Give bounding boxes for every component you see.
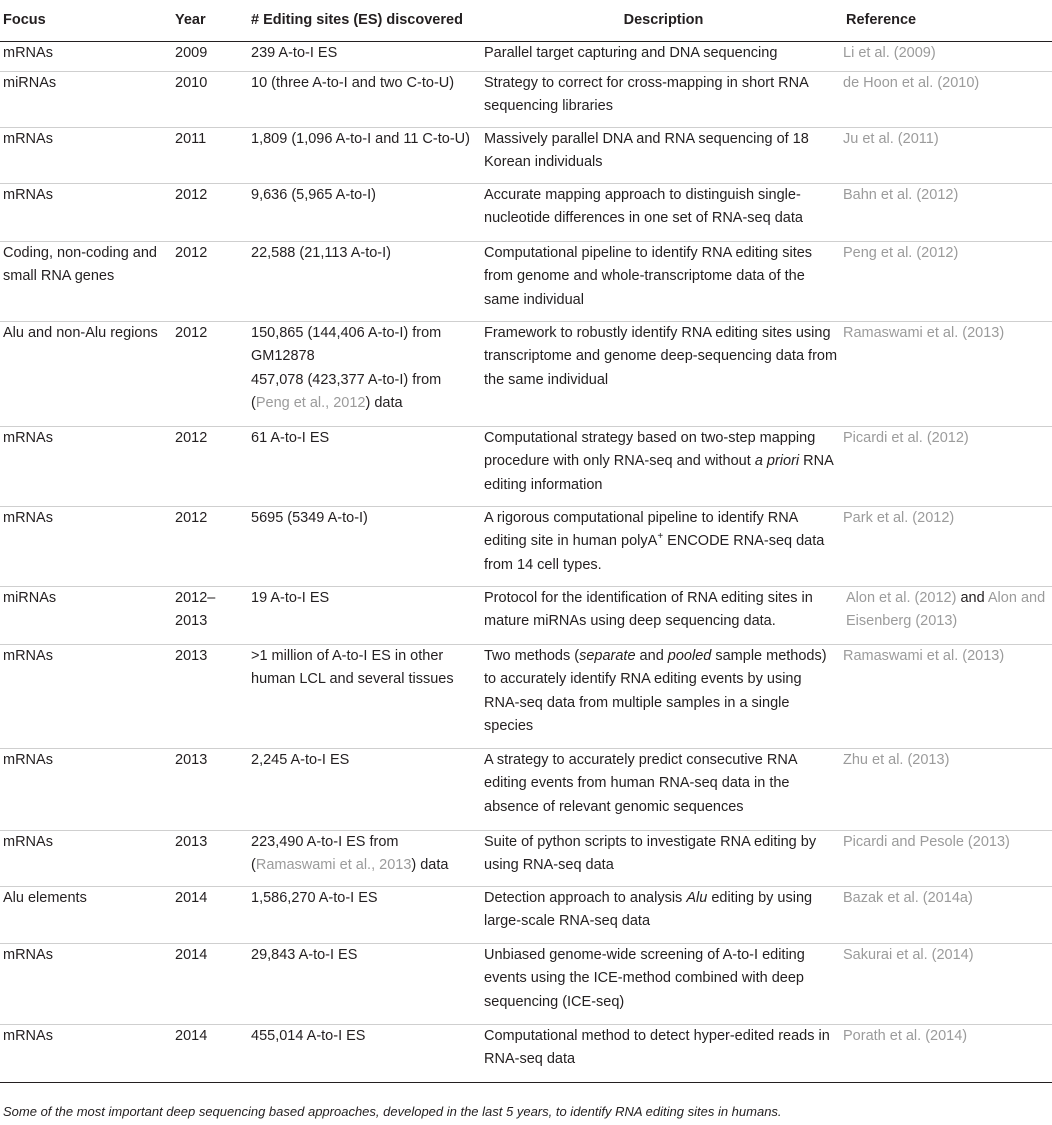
cell-description: Parallel target capturing and DNA sequencing — [481, 41, 843, 71]
cell-reference[interactable]: Picardi and Pesole (2013) — [843, 830, 1052, 886]
cell-sites: 9,636 (5,965 A-to-I) — [248, 183, 481, 241]
table-row — [0, 183, 1052, 241]
description-text: A rigorous computational pipeline to identify RNA editing site in human polyA — [484, 509, 798, 549]
cell-description: Protocol for the identification of RNA editing sites in mature miRNAs using deep sequencing data. — [481, 586, 843, 644]
header-sites: # Editing sites (ES) discovered — [248, 4, 481, 42]
cell-reference[interactable]: Zhu et al. (2013) — [843, 748, 1052, 830]
cell-description: Computational method to detect hyper-edited reads in RNA-seq data — [481, 1024, 843, 1082]
cell-year: 2011 — [172, 127, 248, 183]
cell-sites: 1,586,270 A-to-I ES — [248, 886, 481, 943]
table-row — [0, 241, 1052, 321]
cell-focus: Alu and non-Alu regions — [0, 321, 172, 426]
table-caption: Some of the most important deep sequencing based approaches, developed in the last 5 years, to identify RNA editing sites in humans. — [3, 1104, 782, 1119]
cell-year: 2014 — [172, 886, 248, 943]
cell-focus: mRNAs — [0, 41, 172, 71]
header-focus: Focus — [0, 4, 172, 42]
cell-reference[interactable]: Park et al. (2012) — [843, 506, 1052, 586]
description-text: and — [635, 647, 668, 664]
cell-description: Suite of python scripts to investigate RNA editing by using RNA-seq data — [481, 830, 843, 886]
cell-focus: mRNAs — [0, 644, 172, 748]
description-text: sample methods) to accurately identify RNA editing events by using RNA-seq data from multiple samples in a single species — [484, 647, 827, 734]
header-reference: Reference — [843, 4, 1052, 42]
cell-description: Framework to robustly identify RNA editing sites using transcriptome and genome deep-sequencing data from the same individual — [481, 321, 843, 426]
cell-sites: 2,245 A-to-I ES — [248, 748, 481, 830]
cell-year: 2014 — [172, 943, 248, 1024]
reference-join: and — [956, 589, 988, 606]
table-row — [0, 127, 1052, 183]
cell-year: 2014 — [172, 1024, 248, 1082]
description-text: Computational strategy based on two-step mapping procedure with only RNA-seq and without — [484, 429, 816, 469]
cell-sites: 1,809 (1,096 A-to-I and 11 C-to-U) — [248, 127, 481, 183]
cell-reference[interactable]: Ramaswami et al. (2013) — [843, 644, 1052, 748]
cell-sites — [248, 830, 481, 886]
cell-reference[interactable]: Li et al. (2009) — [843, 41, 1052, 71]
cell-description — [481, 506, 843, 586]
table-row — [0, 506, 1052, 586]
cell-year: 2013 — [172, 830, 248, 886]
cell-reference[interactable]: Peng et al. (2012) — [843, 241, 1052, 321]
cell-sites: 22,588 (21,113 A-to-I) — [248, 241, 481, 321]
description-text: Detection approach to analysis — [484, 889, 687, 906]
cell-focus: mRNAs — [0, 127, 172, 183]
cell-reference[interactable]: Ramaswami et al. (2013) — [843, 321, 1052, 426]
cell-reference[interactable]: Ju et al. (2011) — [843, 127, 1052, 183]
sites-reference-link[interactable]: Ramaswami et al., 2013 — [255, 857, 412, 873]
table-row — [0, 426, 1052, 506]
cell-focus: mRNAs — [0, 1024, 172, 1082]
table-row — [0, 943, 1052, 1024]
description-italic: separate — [579, 647, 636, 664]
cell-description: Accurate mapping approach to distinguish single-nucleotide differences in one set of RNA-seq data — [481, 183, 843, 241]
description-italic: pooled — [667, 647, 712, 664]
reference-link[interactable]: Alon et al. (2012) — [846, 589, 957, 606]
reference-link[interactable]: Alon and Eisenberg (2013) — [846, 589, 1046, 629]
cell-focus: Coding, non-coding and small RNA genes — [0, 241, 172, 321]
cell-description: Massively parallel DNA and RNA sequencing of 18 Korean individuals — [481, 127, 843, 183]
description-text: RNA editing information — [484, 453, 833, 493]
description-italic: Alu — [686, 889, 708, 906]
table-row — [0, 644, 1052, 748]
cell-reference[interactable]: Bazak et al. (2014a) — [843, 886, 1052, 943]
cell-description — [481, 886, 843, 943]
cell-sites: 455,014 A-to-I ES — [248, 1024, 481, 1082]
cell-focus: miRNAs — [0, 71, 172, 127]
cell-sites: 29,843 A-to-I ES — [248, 943, 481, 1024]
cell-year: 2012 — [172, 426, 248, 506]
cell-reference — [843, 586, 1052, 644]
sites-text: ) data — [411, 857, 449, 873]
cell-focus: mRNAs — [0, 506, 172, 586]
sites-reference-link[interactable]: Peng et al., 2012 — [255, 395, 366, 411]
table-row — [0, 71, 1052, 127]
cell-focus: mRNAs — [0, 748, 172, 830]
cell-description: A strategy to accurately predict consecutive RNA editing events from human RNA-seq data in the absence of relevant genomic sequences — [481, 748, 843, 830]
cell-year: 2012–2013 — [172, 586, 248, 644]
table-row — [0, 1024, 1052, 1082]
table-row — [0, 830, 1052, 886]
table-row — [0, 321, 1052, 426]
table-row — [0, 586, 1052, 644]
cell-focus: mRNAs — [0, 830, 172, 886]
cell-year: 2012 — [172, 321, 248, 426]
header-description: Description — [481, 4, 843, 42]
cell-reference[interactable]: Porath et al. (2014) — [843, 1024, 1052, 1082]
sites-text: 457,078 (423,377 A-to-I) from ( — [251, 371, 442, 411]
cell-year: 2013 — [172, 748, 248, 830]
cell-sites — [248, 321, 481, 426]
sites-line-1: 150,865 (144,406 A-to-I) from GM12878 — [251, 324, 442, 364]
cell-description — [481, 426, 843, 506]
description-italic: a priori — [754, 453, 800, 469]
cell-sites: 5695 (5349 A-to-I) — [248, 506, 481, 586]
table-row — [0, 886, 1052, 943]
cell-focus: mRNAs — [0, 943, 172, 1024]
cell-focus: mRNAs — [0, 426, 172, 506]
cell-focus: miRNAs — [0, 586, 172, 644]
cell-description — [481, 644, 843, 748]
header-row — [0, 4, 1052, 42]
cell-year: 2009 — [172, 41, 248, 71]
cell-year: 2012 — [172, 506, 248, 586]
cell-description: Computational pipeline to identify RNA editing sites from genome and whole-transcriptome data of the same individual — [481, 241, 843, 321]
cell-sites: 19 A-to-I ES — [248, 586, 481, 644]
table-row — [0, 41, 1052, 71]
cell-year: 2012 — [172, 183, 248, 241]
cell-sites: 239 A-to-I ES — [248, 41, 481, 71]
cell-reference[interactable]: Picardi et al. (2012) — [843, 426, 1052, 506]
cell-year: 2013 — [172, 644, 248, 748]
cell-sites: 10 (three A-to-I and two C-to-U) — [248, 71, 481, 127]
cell-focus: mRNAs — [0, 183, 172, 241]
cell-description: Unbiased genome-wide screening of A-to-I editing events using the ICE-method combined with deep sequencing (ICE-seq) — [481, 943, 843, 1024]
sites-text: 223,490 A-to-I ES from ( — [251, 833, 399, 873]
description-text: ENCODE RNA-seq data from 14 cell types. — [484, 533, 825, 573]
cell-year: 2010 — [172, 71, 248, 127]
description-text: editing by using large-scale RNA-seq data — [484, 889, 813, 929]
cell-sites: 61 A-to-I ES — [248, 426, 481, 506]
cell-year: 2012 — [172, 241, 248, 321]
cell-reference[interactable]: Bahn et al. (2012) — [843, 183, 1052, 241]
cell-sites: >1 million of A-to-I ES in other human LCL and several tissues — [248, 644, 481, 748]
sites-text: ) data — [365, 395, 403, 411]
cell-description: Strategy to correct for cross-mapping in short RNA sequencing libraries — [481, 71, 843, 127]
cell-focus: Alu elements — [0, 886, 172, 943]
cell-reference[interactable]: de Hoon et al. (2010) — [843, 71, 1052, 127]
table-row — [0, 748, 1052, 830]
header-year: Year — [172, 4, 248, 42]
description-superscript: + — [657, 531, 664, 543]
editing-sites-table — [0, 3, 1052, 1083]
description-text: Two methods ( — [484, 647, 580, 664]
cell-reference[interactable]: Sakurai et al. (2014) — [843, 943, 1052, 1024]
sites-line-2 — [251, 369, 479, 416]
